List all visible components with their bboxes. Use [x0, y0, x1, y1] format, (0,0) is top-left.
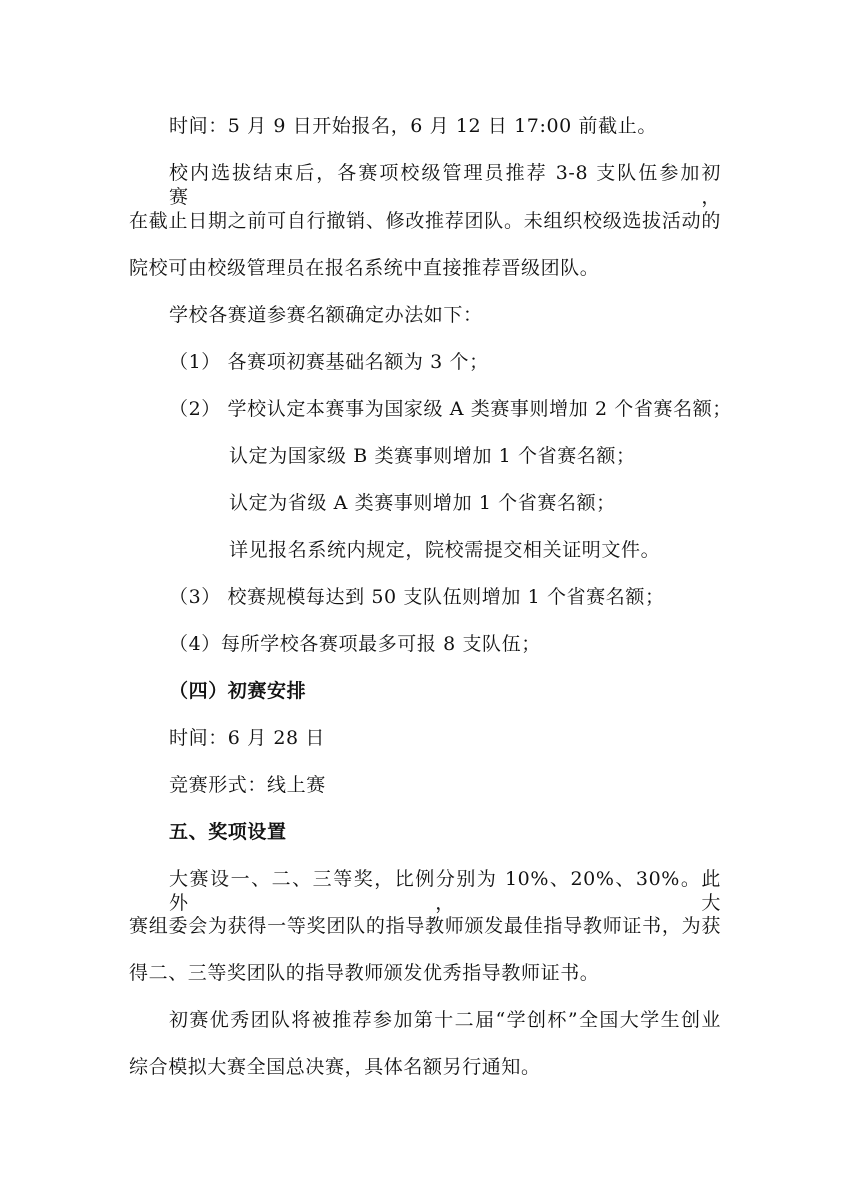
competition-format: 竞赛形式：线上赛 — [169, 774, 326, 796]
quota-rule-2-sub: 认定为省级 A 类赛事则增加 1 个省赛名额； — [229, 492, 616, 514]
paragraph-line: 综合模拟大赛全国总决赛，具体名额另行通知。 — [129, 1056, 541, 1078]
quota-rule-1: （1） 各赛项初赛基础名额为 3 个； — [169, 351, 489, 373]
paragraph-line: 大赛设一、二、三等奖，比例分别为 10%、20%、30%。此外，大 — [169, 868, 721, 914]
paragraph-line: 院校可由校级管理员在报名系统中直接推荐晋级团队。 — [129, 257, 600, 279]
preliminary-time: 时间：6 月 28 日 — [169, 727, 325, 749]
quota-rule-4: （4）每所学校各赛项最多可报 8 支队伍； — [169, 633, 541, 655]
paragraph-line: 初赛优秀团队将被推荐参加第十二届“学创杯”全国大学生创业 — [169, 1009, 721, 1031]
quota-rule-2-sub: 认定为国家级 B 类赛事则增加 1 个省赛名额； — [229, 445, 636, 467]
quota-rules-intro: 学校各赛道参赛名额确定办法如下： — [169, 304, 483, 326]
paragraph-line: 在截止日期之前可自行撤销、修改推荐团队。未组织校级选拔活动的 — [129, 210, 721, 232]
section-heading-awards: 五、奖项设置 — [169, 821, 287, 843]
paragraph-line: 得二、三等奖团队的指导教师颁发优秀指导教师证书。 — [129, 962, 600, 984]
quota-rule-2-sub: 详见报名系统内规定，院校需提交相关证明文件。 — [229, 539, 661, 561]
paragraph-line: 校内选拔结束后，各赛项校级管理员推荐 3-8 支队伍参加初赛， — [169, 162, 721, 208]
quota-rule-3: （3） 校赛规模每达到 50 支队伍则增加 1 个省赛名额； — [169, 586, 665, 608]
section-heading-preliminary: （四）初赛安排 — [169, 680, 307, 702]
paragraph-line: 赛组委会为获得一等奖团队的指导教师颁发最佳指导教师证书，为获 — [129, 915, 721, 937]
quota-rule-2: （2） 学校认定本赛事为国家级 A 类赛事则增加 2 个省赛名额； — [169, 398, 732, 420]
registration-time: 时间：5 月 9 日开始报名，6 月 12 日 17:00 前截止。 — [169, 115, 657, 137]
